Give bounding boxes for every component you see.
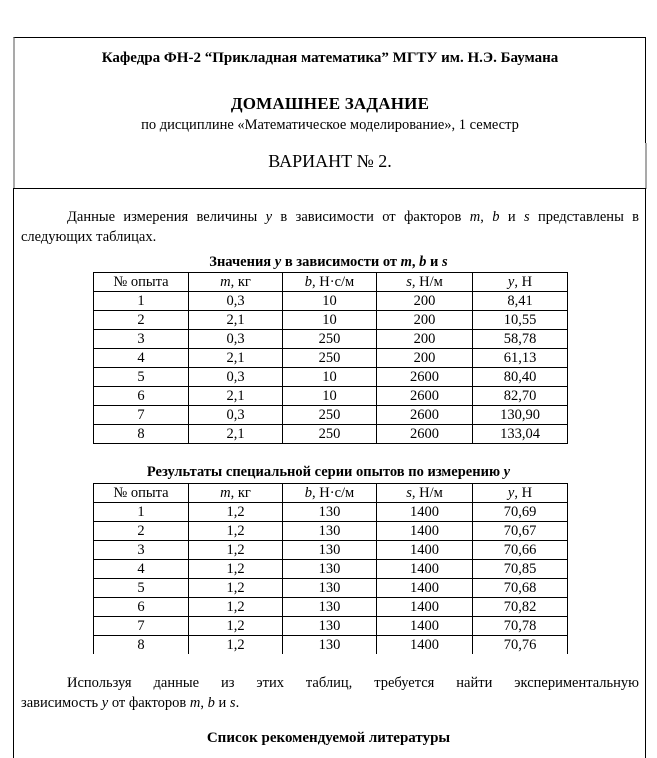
unit-label: , кг	[230, 484, 251, 501]
table-cell: 130	[283, 617, 377, 636]
table-cell: 1,2	[189, 636, 283, 655]
table-cell: 130,90	[473, 406, 568, 425]
table-cell: 130	[283, 522, 377, 541]
table-row	[94, 292, 568, 311]
table-cell: 2,1	[189, 425, 283, 444]
table-header-row	[94, 484, 568, 503]
conjunction: и	[214, 695, 230, 711]
table-cell: 0,3	[189, 368, 283, 387]
table-cell: 70,78	[473, 617, 568, 636]
caption-text: в зависимости от	[281, 254, 401, 270]
table-row	[94, 636, 568, 655]
column-header	[94, 273, 189, 292]
header-box	[13, 37, 646, 188]
table-row	[94, 349, 568, 368]
table-cell: 2600	[377, 406, 473, 425]
table-cell: 1,2	[189, 541, 283, 560]
table-cell: 8	[94, 425, 189, 444]
table-cell: 2600	[377, 387, 473, 406]
column-header	[377, 484, 473, 503]
intro-text: в зависимости от факторов	[272, 209, 470, 225]
var-s: s	[523, 209, 530, 225]
variant-number: ВАРИАНТ № 2.	[268, 151, 392, 171]
table-cell: 70,85	[473, 560, 568, 579]
table-cell: 3	[94, 541, 189, 560]
var-b: b	[492, 209, 500, 225]
var-m: m	[220, 273, 231, 290]
table-cell: 61,13	[473, 349, 568, 368]
var-y: y	[507, 273, 515, 290]
table-cell: 1400	[377, 522, 473, 541]
table-cell: 4	[94, 349, 189, 368]
unit-label: , Н/м	[411, 484, 443, 501]
var-b: b	[304, 273, 313, 290]
task-word: из	[220, 675, 235, 691]
task-line-2	[21, 693, 639, 713]
table-cell: 6	[94, 387, 189, 406]
table-cell: 10	[283, 368, 377, 387]
table-cell: 70,66	[473, 541, 568, 560]
task-word: Используя	[67, 675, 132, 691]
column-header	[94, 484, 189, 503]
special-series-table	[93, 483, 568, 654]
var-y: y	[101, 695, 109, 711]
discipline-subtitle: по дисциплине «Математическое моделирование», 1 семестр	[141, 117, 519, 133]
table-cell: 2600	[377, 425, 473, 444]
table-cell: 8,41	[473, 292, 568, 311]
table-cell: 200	[377, 292, 473, 311]
table-row	[94, 579, 568, 598]
intro-text: Данные измерения величины	[67, 209, 266, 225]
table-cell: 10,55	[473, 311, 568, 330]
unit-label: , Н·с/м	[312, 273, 355, 290]
table-cell: 70,68	[473, 579, 568, 598]
table-cell: 2	[94, 522, 189, 541]
table-row	[94, 560, 568, 579]
task-word: найти	[456, 675, 493, 691]
table-cell: 1,2	[189, 579, 283, 598]
table-cell: 3	[94, 330, 189, 349]
table-cell: 250	[283, 330, 377, 349]
var-m: m	[400, 254, 412, 270]
table2-caption	[0, 464, 657, 481]
table-cell: 2,1	[189, 311, 283, 330]
table-cell: 82,70	[473, 387, 568, 406]
unit-label: , Н/м	[411, 273, 443, 290]
table-row	[94, 425, 568, 444]
table-cell: 80,40	[473, 368, 568, 387]
table-cell: 1,2	[189, 503, 283, 522]
table-row	[94, 522, 568, 541]
table-cell: 58,78	[473, 330, 568, 349]
department-name: Кафедра ФН-2 “Прикладная математика” МГТУ им. Н.Э. Баумана	[101, 50, 559, 66]
var-y: y	[265, 209, 273, 225]
table-cell: 0,3	[189, 292, 283, 311]
intro-paragraph	[21, 207, 639, 247]
table-cell: 6	[94, 598, 189, 617]
unit-label: , Н	[514, 273, 533, 290]
column-header	[473, 273, 568, 292]
table-cell: 133,04	[473, 425, 568, 444]
column-header	[283, 484, 377, 503]
table-cell: 130	[283, 636, 377, 655]
var-b: b	[207, 695, 215, 711]
unit-label: , Н·с/м	[312, 484, 355, 501]
var-y: y	[507, 484, 515, 501]
task-word: экспериментальную	[514, 675, 639, 691]
table-cell: 70,67	[473, 522, 568, 541]
table-cell: 8	[94, 636, 189, 655]
table-cell: 10	[283, 387, 377, 406]
caption-text: Результаты специальной серии опытов по измерению	[146, 464, 504, 480]
table-cell: 130	[283, 579, 377, 598]
table-row	[94, 541, 568, 560]
table-cell: 7	[94, 406, 189, 425]
column-header	[377, 273, 473, 292]
var-m: m	[469, 209, 481, 225]
conjunction: и	[499, 209, 524, 225]
table-cell: 1400	[377, 503, 473, 522]
task-word: данные	[153, 675, 200, 691]
table-cell: 5	[94, 368, 189, 387]
unit-label: № опыта	[113, 484, 169, 501]
table-cell: 0,3	[189, 330, 283, 349]
separator: ,	[411, 254, 420, 270]
task-text: зависимость	[21, 695, 102, 711]
conjunction: и	[426, 254, 443, 270]
table1-caption	[0, 254, 657, 271]
table-cell: 1400	[377, 636, 473, 655]
table-row	[94, 406, 568, 425]
table-row	[94, 368, 568, 387]
table-cell: 200	[377, 311, 473, 330]
table-cell: 10	[283, 292, 377, 311]
task-word: требуется	[374, 675, 435, 691]
var-s: s	[229, 695, 236, 711]
table-cell: 1400	[377, 617, 473, 636]
separator: ,	[200, 695, 208, 711]
table-cell: 130	[283, 503, 377, 522]
table-cell: 1400	[377, 579, 473, 598]
table-cell: 7	[94, 617, 189, 636]
table-cell: 130	[283, 598, 377, 617]
var-s: s	[406, 484, 412, 501]
table-cell: 1400	[377, 541, 473, 560]
task-word: таблиц,	[305, 675, 353, 691]
task-paragraph	[21, 673, 639, 713]
period: .	[235, 695, 240, 711]
task-line-1	[21, 673, 639, 693]
table-cell: 1,2	[189, 617, 283, 636]
table-cell: 2,1	[189, 349, 283, 368]
table-cell: 200	[377, 349, 473, 368]
table-row	[94, 617, 568, 636]
column-header	[189, 273, 283, 292]
var-y: y	[274, 254, 282, 270]
caption-text: Значения	[209, 254, 275, 270]
table-cell: 250	[283, 406, 377, 425]
table-cell: 0,3	[189, 406, 283, 425]
table-cell: 2600	[377, 368, 473, 387]
table-cell: 1400	[377, 598, 473, 617]
measurements-table	[93, 272, 568, 444]
literature-title: Список рекомендуемой литературы	[206, 730, 451, 746]
homework-title: ДОМАШНЕЕ ЗАДАНИЕ	[230, 94, 430, 113]
table-cell: 70,82	[473, 598, 568, 617]
table-cell: 130	[283, 560, 377, 579]
table-cell: 250	[283, 349, 377, 368]
table-cell: 70,69	[473, 503, 568, 522]
var-b: b	[419, 254, 427, 270]
table-cell: 4	[94, 560, 189, 579]
var-m: m	[189, 695, 201, 711]
table-cell: 1,2	[189, 560, 283, 579]
unit-label: № опыта	[113, 273, 169, 290]
column-header	[283, 273, 377, 292]
table-row	[94, 330, 568, 349]
table-cell: 2,1	[189, 387, 283, 406]
task-text: от факторов	[108, 695, 190, 711]
var-m: m	[220, 484, 231, 501]
table-cell: 1,2	[189, 598, 283, 617]
table-cell: 1	[94, 503, 189, 522]
table-cell: 10	[283, 311, 377, 330]
task-word: этих	[256, 675, 284, 691]
table-cell: 5	[94, 579, 189, 598]
var-s: s	[442, 254, 448, 270]
table-cell: 70,76	[473, 636, 568, 655]
table-cell: 130	[283, 541, 377, 560]
table-cell: 200	[377, 330, 473, 349]
var-s: s	[406, 273, 412, 290]
table-header-row	[94, 273, 568, 292]
table-cell: 1	[94, 292, 189, 311]
table-cell: 2	[94, 311, 189, 330]
table-cell: 250	[283, 425, 377, 444]
table-cell: 1,2	[189, 522, 283, 541]
table-row	[94, 387, 568, 406]
column-header	[473, 484, 568, 503]
unit-label: , Н	[514, 484, 533, 501]
intro-text: представлены в следующих таблицах.	[21, 209, 640, 245]
table-row	[94, 598, 568, 617]
separator: ,	[480, 209, 493, 225]
unit-label: , кг	[230, 273, 251, 290]
table-row	[94, 311, 568, 330]
table-row	[94, 503, 568, 522]
var-y: y	[503, 464, 511, 480]
table-cell: 1400	[377, 560, 473, 579]
column-header	[189, 484, 283, 503]
var-b: b	[304, 484, 313, 501]
